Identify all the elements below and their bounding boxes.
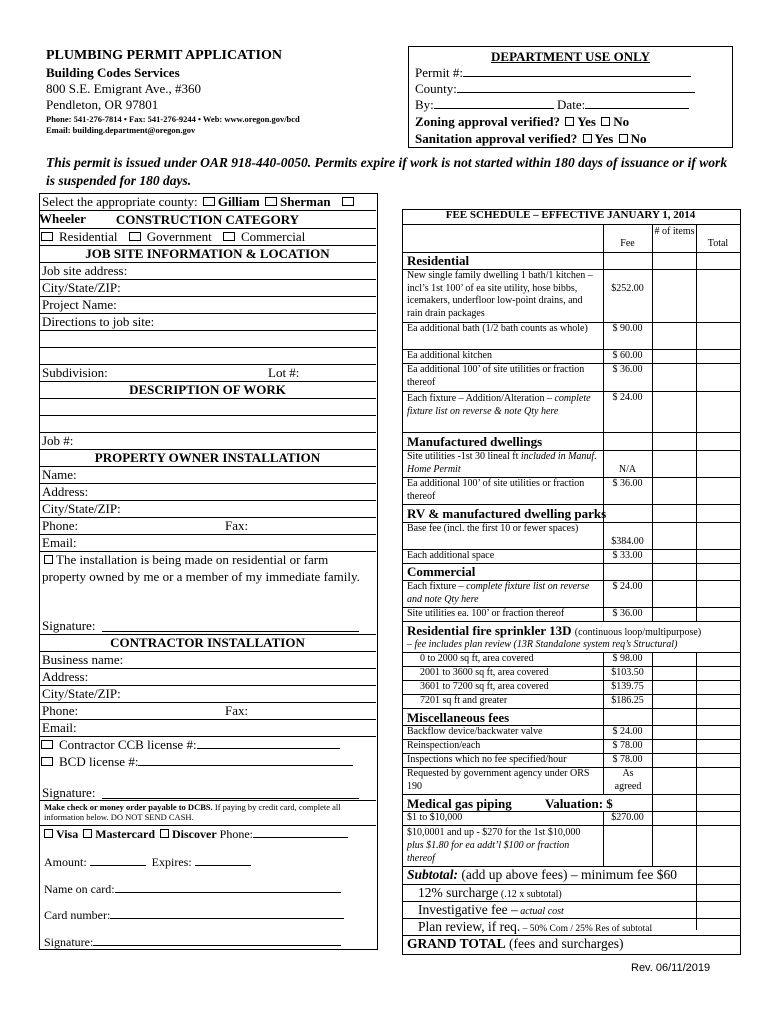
fee-misc-1: Backflow device/backwater valve — [407, 726, 543, 737]
fee-sprinkler-3-amount: $139.75 — [611, 681, 644, 692]
owner-address-field[interactable] — [39, 483, 376, 501]
county-select-label: Select the appropriate county: — [42, 194, 198, 209]
contractor-phone-label: Phone: — [42, 703, 79, 718]
misc-section: Miscellaneous fees — [407, 710, 510, 725]
date-label: Date: — [557, 97, 586, 112]
name-on-card-field[interactable] — [115, 892, 341, 893]
investigative-label: Investigative fee – — [418, 902, 518, 917]
ccb-field[interactable] — [197, 748, 340, 749]
fee-residential-3: Ea additional kitchen — [407, 350, 492, 361]
job-site-address-field[interactable] — [39, 262, 376, 280]
fee-residential-2-amount: $ 90.00 — [612, 323, 643, 334]
fee-sprinkler-4: 7201 sq ft and greater — [420, 695, 508, 706]
bcd-label: BCD license #: — [59, 754, 139, 769]
fee-manufactured-1-amount: N/A — [618, 464, 637, 475]
department-use-title: DEPARTMENT USE ONLY — [491, 49, 650, 64]
contractor-fax-label: Fax: — [225, 703, 249, 718]
revision-date: Rev. 06/11/2019 — [631, 962, 711, 974]
surcharge-row — [418, 885, 562, 901]
directions-field[interactable] — [39, 313, 376, 331]
sanitation-yes-checkbox[interactable] — [583, 134, 592, 143]
owner-email-field[interactable] — [39, 534, 376, 552]
by-label: By: — [415, 97, 434, 112]
government-checkbox[interactable] — [129, 232, 141, 241]
fee-medgas-1-amount: $270.00 — [611, 812, 644, 823]
fee-sprinkler-3: 3601 to 7200 sq ft, area covered — [420, 681, 549, 692]
contractor-address-field[interactable] — [39, 668, 376, 686]
fee-residential-1: New single family dwelling 1 bath/1 kitchen – incl’s 1st 100’ of ea site utility, hose bibbs, icemakers, underfloor low-point drains, and rain drain packages — [407, 270, 593, 319]
directions-line-2[interactable] — [39, 330, 376, 348]
zoning-no-label: No — [613, 114, 630, 129]
owner-phone-label: Phone: — [42, 518, 79, 533]
owner-signature-row[interactable] — [39, 617, 376, 634]
fee-residential-5-text: Each fixture – Addition/Alteration – — [407, 393, 552, 404]
col-items-header: # of items — [654, 226, 695, 237]
owner-city-field[interactable] — [39, 500, 376, 518]
card-phone-label: Phone: — [219, 827, 253, 841]
fee-medgas-2 — [407, 826, 599, 865]
fee-sprinkler-4-amount: $186.25 — [611, 695, 644, 706]
fee-sprinkler-2: 2001 to 3600 sq ft, area covered — [420, 667, 549, 678]
job-number-field[interactable] — [39, 432, 376, 450]
rv-section: RV & manufactured dwelling parks — [407, 506, 607, 521]
fee-medgas-2-note: plus $1.80 for ea addt’l $100 or fraction thereof — [407, 840, 570, 864]
fee-medgas-2-text: $10,0001 and up - $270 for the 1st $10,000 — [407, 827, 581, 838]
investigative-note: actual cost — [517, 906, 564, 917]
sanitation-label: Sanitation approval verified? — [415, 131, 578, 146]
project-name-label: Project Name: — [42, 297, 117, 312]
card-type-row — [42, 827, 348, 842]
contractor-signature-label: Signature: — [42, 785, 96, 800]
contractor-phone-row[interactable] — [39, 702, 376, 720]
fee-medgas-1: $1 to $10,000 — [407, 812, 463, 823]
residential-section: Residential — [407, 253, 470, 268]
owner-email-label: Email: — [42, 535, 77, 550]
directions-label: Directions to job site: — [42, 314, 155, 329]
org-address-1: 800 S.E. Emigrant Ave., #360 — [46, 81, 202, 96]
subdivision-row[interactable] — [39, 364, 376, 382]
visa-checkbox[interactable] — [44, 829, 53, 838]
job-site-city-label: City/State/ZIP: — [42, 280, 121, 295]
amount-row — [44, 855, 251, 870]
org-contact: Phone: 541-276-7814 • Fax: 541-276-9244 • Web: www.oregon.gov/bcd — [46, 114, 300, 124]
county-gilliam-label: Gilliam — [217, 194, 260, 209]
fee-rv-1: Base fee (incl. the first 10 or fewer spaces) — [407, 523, 579, 534]
construction-category-row — [39, 228, 376, 246]
zoning-yes-checkbox[interactable] — [565, 117, 574, 126]
fee-rv-2-amount: $ 33.00 — [612, 550, 643, 561]
job-site-title: JOB SITE INFORMATION & LOCATION — [39, 245, 376, 263]
fee-residential-4-amount: $ 36.00 — [612, 364, 643, 375]
fee-rv-2: Each additional space — [407, 550, 495, 561]
business-name-label: Business name: — [42, 652, 124, 667]
fee-misc-1-amount: $ 24.00 — [612, 726, 643, 737]
fee-manufactured-2: Ea additional 100’ of site utilities or fraction thereof — [407, 478, 585, 502]
zoning-label: Zoning approval verified? — [415, 114, 560, 129]
zoning-yes-label: Yes — [577, 114, 596, 129]
county-gilliam-checkbox[interactable] — [203, 197, 215, 206]
fee-residential-5-note: complete fixture list on reverse & note Qty here — [407, 393, 591, 417]
government-label: Government — [146, 229, 212, 244]
lot-label: Lot #: — [268, 365, 300, 380]
fee-commercial-1-amount: $ 24.00 — [612, 581, 643, 592]
county-sherman-checkbox[interactable] — [265, 197, 277, 206]
visa-label: Visa — [56, 827, 79, 841]
business-name-field[interactable] — [39, 651, 376, 669]
sanitation-no-label: No — [630, 131, 647, 146]
county-wheeler-checkbox[interactable] — [342, 197, 354, 206]
fee-residential-1-amount: $252.00 — [611, 283, 644, 294]
project-name-field[interactable] — [39, 296, 376, 314]
sprinkler-section — [407, 623, 701, 639]
owner-signature-label: Signature: — [42, 618, 96, 633]
owner-name-field[interactable] — [39, 466, 376, 484]
payment-note — [44, 802, 374, 822]
expires-field[interactable] — [195, 865, 251, 866]
mastercard-checkbox[interactable] — [83, 829, 92, 838]
fee-misc-3-amount: $ 78.00 — [612, 754, 643, 765]
fee-commercial-2-amount: $ 36.00 — [612, 608, 643, 619]
contractor-email-label: Email: — [42, 720, 77, 735]
fee-commercial-1-note: complete fixture list on reverse and note Qty here — [407, 581, 590, 605]
county-label: County: — [415, 81, 457, 96]
work-line-1[interactable] — [39, 398, 376, 416]
surcharge-label: 12% surcharge — [418, 885, 499, 900]
plan-review-label: Plan review, if req. — [418, 919, 521, 934]
discover-checkbox[interactable] — [160, 829, 169, 838]
fee-manufactured-2-amount: $ 36.00 — [612, 478, 643, 489]
card-number-field[interactable] — [110, 918, 344, 919]
fee-sprinkler-2-amount: $103.50 — [611, 667, 644, 678]
ccb-checkbox[interactable] — [41, 740, 53, 749]
fee-residential-4: Ea additional 100’ of site utilities or fraction thereof — [407, 364, 585, 388]
fee-commercial-1 — [407, 581, 599, 606]
owner-signature-line[interactable] — [102, 631, 359, 632]
expires-label: Expires: — [151, 855, 192, 869]
commercial-section: Commercial — [407, 564, 476, 579]
job-number-label: Job #: — [42, 433, 74, 448]
permit-label: Permit #: — [415, 65, 464, 80]
fee-residential-3-amount: $ 60.00 — [612, 350, 643, 361]
sprinkler-subnote: – fee includes plan review (13R Standalone system req’s Structural) — [407, 639, 678, 650]
fee-misc-2: Reinspection/each — [407, 740, 481, 751]
form-title: PLUMBING PERMIT APPLICATION — [46, 48, 282, 63]
plan-review-note: – 50% Com / 25% Res of subtotal — [520, 924, 653, 934]
grand-total-note: (fees and surcharges) — [505, 936, 624, 951]
fee-manufactured-1 — [407, 451, 599, 476]
contractor-signature-line[interactable] — [102, 798, 359, 799]
ccb-label: Contractor CCB license #: — [59, 737, 197, 752]
sprinkler-title: Residential fire sprinkler 13D — [407, 623, 572, 638]
manufactured-section: Manufactured dwellings — [407, 434, 543, 449]
contractor-city-label: City/State/ZIP: — [42, 686, 121, 701]
directions-line-3[interactable] — [39, 347, 376, 365]
amount-field[interactable] — [90, 865, 146, 866]
payment-note-text: If paying by credit card, complete all information below. DO NOT SEND CASH. — [44, 802, 341, 822]
bcd-field[interactable] — [138, 765, 353, 766]
fee-commercial-1-text: Each fixture – — [407, 581, 464, 592]
card-signature-field[interactable] — [93, 945, 341, 946]
fee-rv-1-amount: $384.00 — [611, 536, 644, 547]
name-on-card-label: Name on card: — [44, 882, 115, 896]
discover-label: Discover — [172, 827, 217, 841]
investigative-row — [418, 902, 564, 918]
date-field[interactable] — [585, 108, 689, 109]
contractor-city-field[interactable] — [39, 685, 376, 703]
fee-manufactured-1-text: Site utilities -1st 30 lineal ft — [407, 451, 519, 462]
zoning-no-checkbox[interactable] — [601, 117, 610, 126]
owner-statement — [42, 551, 372, 585]
subtotal-label: Subtotal: — [407, 867, 459, 882]
contractor-address-label: Address: — [42, 669, 89, 684]
county-wheeler-label: Wheeler — [39, 211, 86, 226]
property-owner-title: PROPERTY OWNER INSTALLATION — [39, 449, 376, 467]
card-number-label: Card number: — [44, 908, 111, 922]
plan-review-row — [418, 919, 652, 935]
card-number-row — [44, 908, 344, 923]
fee-manufactured-1-note: included in Manuf. Home Permit — [407, 451, 597, 475]
bcd-checkbox[interactable] — [41, 757, 53, 766]
owner-statement-text: The installation is being made on residential or farm property owned by me or a member of my immediate family. — [42, 552, 360, 584]
fee-misc-4-amount: As agreed — [614, 768, 642, 792]
description-of-work-title: DESCRIPTION OF WORK — [39, 381, 376, 399]
card-phone-field[interactable] — [253, 837, 348, 838]
bcd-license-row[interactable] — [39, 753, 376, 770]
job-site-address-label: Job site address: — [42, 263, 128, 278]
totals-input-column[interactable] — [697, 867, 739, 952]
sanitation-yes-label: Yes — [594, 131, 614, 146]
owner-phone-row[interactable] — [39, 517, 376, 535]
owner-name-label: Name: — [42, 467, 77, 482]
medgas-valuation-label: Valuation: $ — [545, 796, 613, 811]
medgas-section: Medical gas piping — [407, 796, 512, 811]
job-site-city-field[interactable] — [39, 279, 376, 297]
contractor-title: CONTRACTOR INSTALLATION — [39, 634, 376, 652]
payment-note-bold: Make check or money order payable to DCBS. — [44, 802, 213, 812]
department-use-box — [408, 46, 733, 148]
owner-statement-checkbox[interactable] — [44, 555, 53, 564]
card-signature-label: Signature: — [44, 935, 94, 949]
grand-total-row — [407, 936, 623, 952]
col-fee-header: Fee — [620, 238, 635, 249]
amount-label: Amount: — [44, 855, 87, 869]
org-name: Building Codes Services — [46, 65, 180, 80]
mastercard-label: Mastercard — [95, 827, 155, 841]
sanitation-no-checkbox[interactable] — [619, 134, 628, 143]
org-email: Email: building.department@oregon.gov — [46, 125, 196, 135]
owner-address-label: Address: — [42, 484, 89, 499]
fee-misc-2-amount: $ 78.00 — [612, 740, 643, 751]
ccb-license-row[interactable] — [39, 736, 376, 753]
contractor-signature-row[interactable] — [39, 784, 376, 801]
fee-sprinkler-1: 0 to 2000 sq ft, area covered — [420, 653, 534, 664]
fee-residential-5 — [407, 392, 599, 418]
sprinkler-note: (continuous loop/multipurpose) — [574, 627, 702, 638]
commercial-checkbox[interactable] — [223, 232, 235, 241]
county-field[interactable] — [457, 92, 695, 93]
fee-misc-4: Requested by government agency under ORS 190 — [407, 768, 590, 792]
contractor-email-field[interactable] — [39, 719, 376, 737]
surcharge-note: (.12 x subtotal) — [498, 889, 562, 900]
card-signature-row — [44, 935, 341, 950]
fee-schedule-title: FEE SCHEDULE – EFFECTIVE JANUARY 1, 2014 — [445, 209, 696, 221]
org-address-2: Pendleton, OR 97801 — [46, 97, 159, 112]
subtotal-row — [407, 867, 677, 883]
by-field[interactable] — [434, 108, 554, 109]
residential-checkbox[interactable] — [41, 232, 53, 241]
county-sherman-label: Sherman — [279, 194, 331, 209]
commercial-label: Commercial — [240, 229, 306, 244]
residential-label: Residential — [59, 229, 118, 244]
name-on-card-row — [44, 882, 341, 897]
grand-total-label: GRAND TOTAL — [407, 936, 506, 951]
fee-commercial-2: Site utilities ea. 100’ or fraction thereof — [407, 608, 565, 619]
subtotal-note: (add up above fees) – minimum fee $60 — [458, 867, 677, 882]
permit-field[interactable] — [463, 76, 691, 77]
work-line-2[interactable] — [39, 415, 376, 433]
fee-sprinkler-1-amount: $ 98.00 — [612, 653, 643, 664]
fee-misc-3: Inspections which no fee specified/hour — [407, 754, 567, 765]
permit-notice: This permit is issued under OAR 918-440-0050. Permits expire if work is not started within 180 days of issuance or if work is suspended for 180 days. — [46, 155, 728, 188]
owner-city-label: City/State/ZIP: — [42, 501, 121, 516]
subdivision-label: Subdivision: — [42, 365, 108, 380]
fee-residential-5-amount: $ 24.00 — [612, 392, 643, 403]
owner-fax-label: Fax: — [225, 518, 249, 533]
construction-category-title: CONSTRUCTION CATEGORY — [39, 211, 376, 229]
col-total-header: Total — [707, 238, 729, 249]
fee-residential-2: Ea additional bath (1/2 bath counts as whole) — [407, 323, 588, 334]
